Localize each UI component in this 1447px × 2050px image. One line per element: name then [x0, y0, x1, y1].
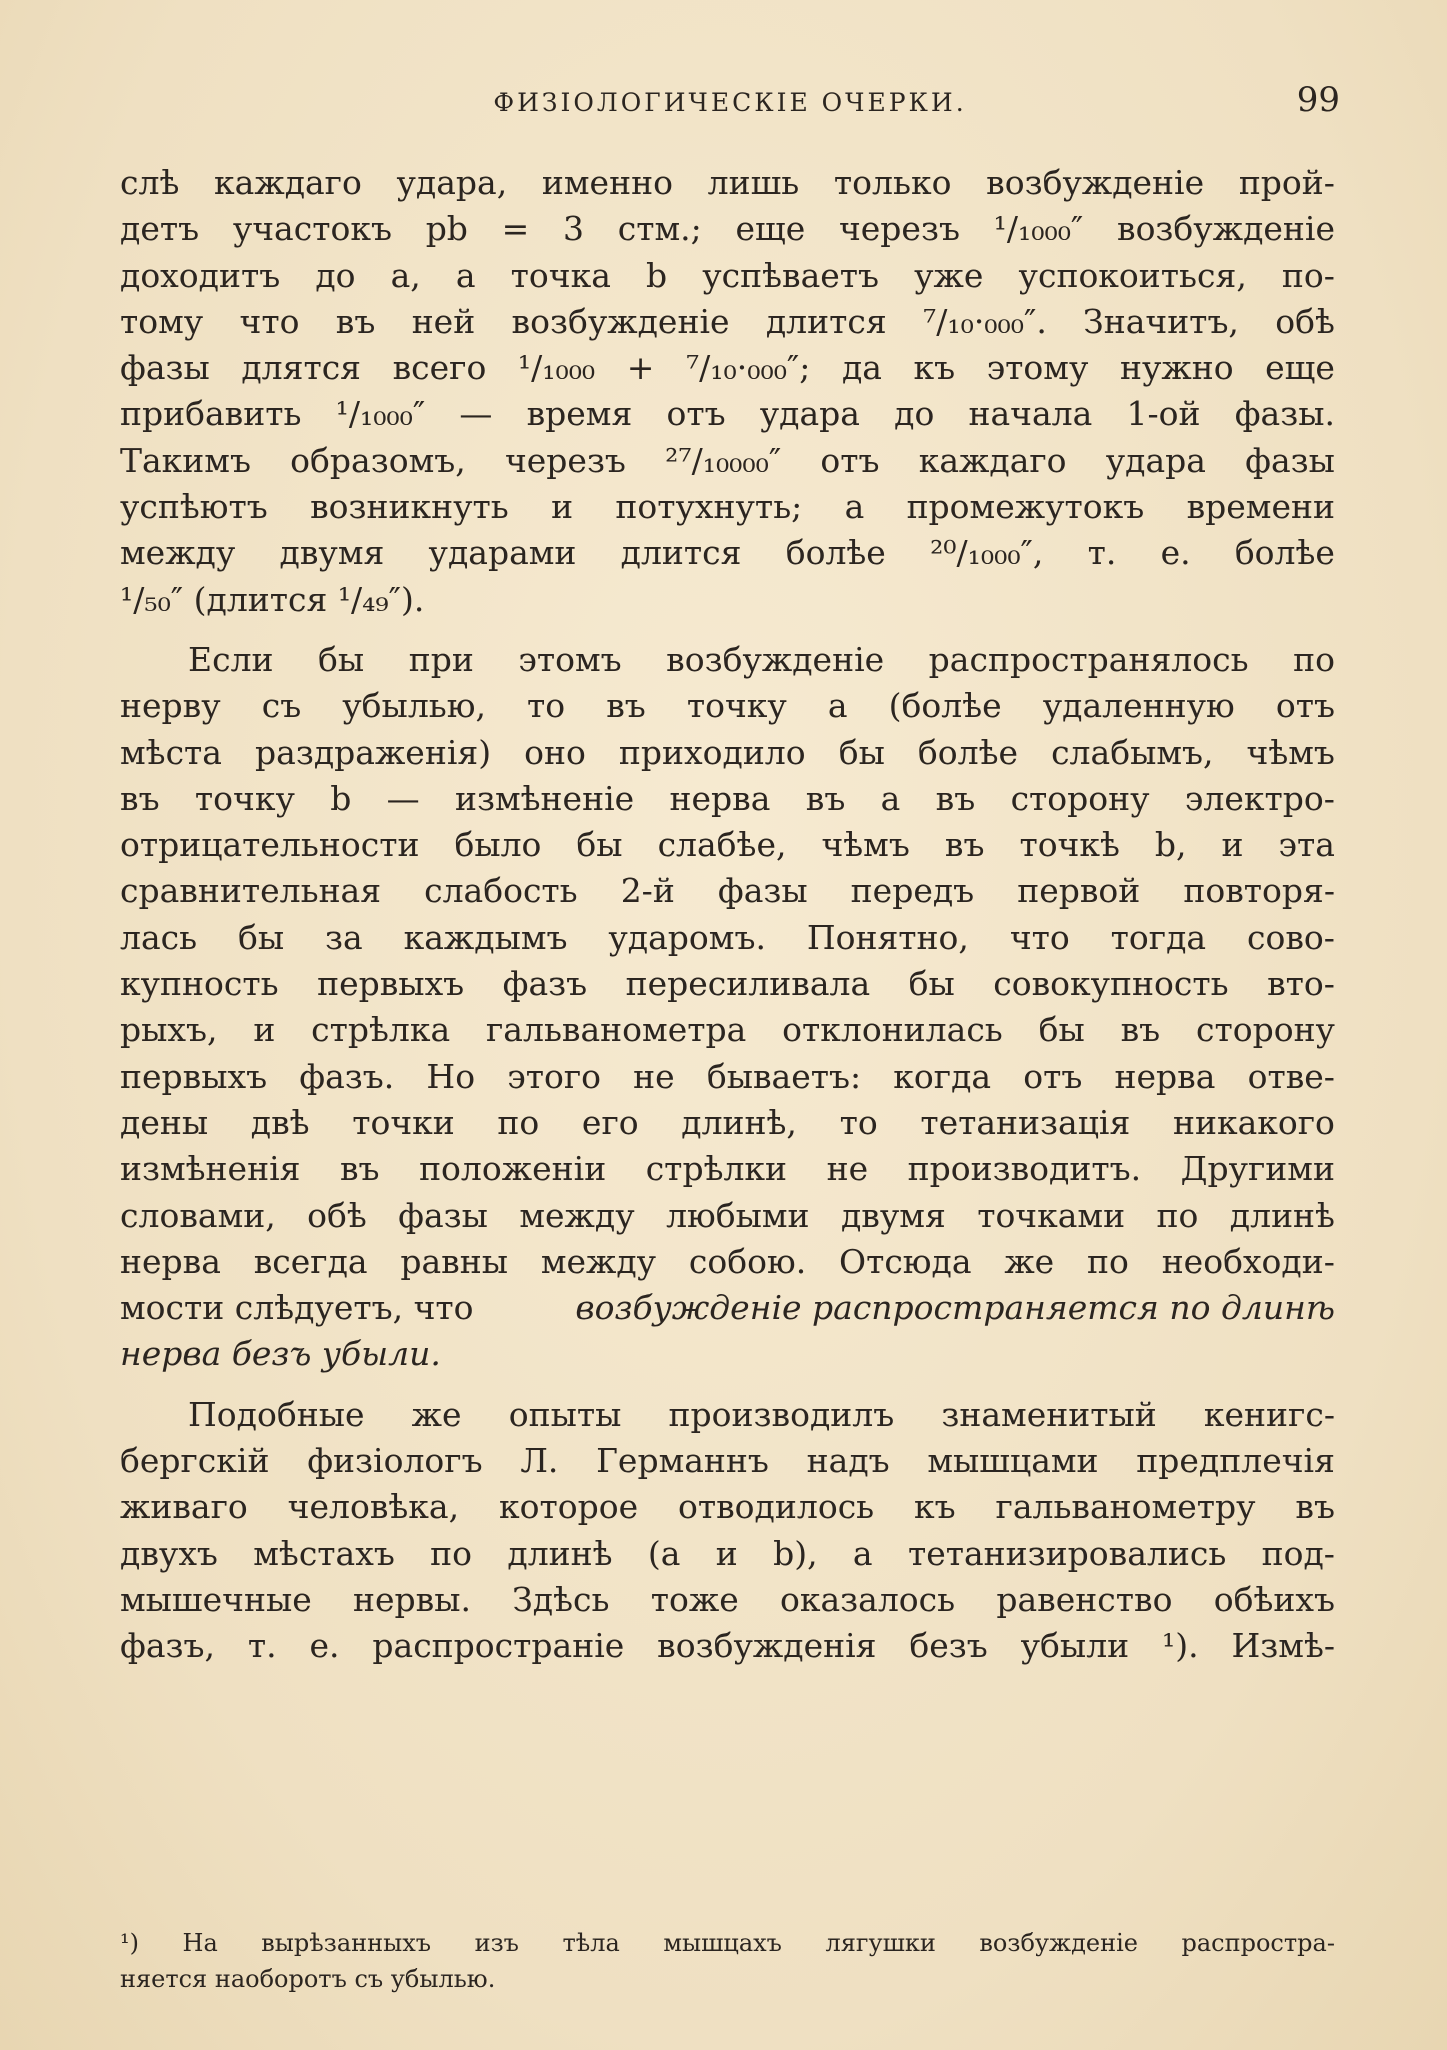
text-line: мышечные нервы. Здѣсь тоже оказалось равенство обѣихъ — [120, 1579, 1335, 1619]
text-line: дены двѣ точки по его длинѣ, то тетанизація никакого — [120, 1102, 1335, 1142]
text-line: купность первыхъ фазъ пересиливала бы совокупность вто- — [120, 964, 1335, 1004]
emphasis-text: нерва безъ убыли. — [120, 1334, 441, 1374]
text-line: тому что въ ней возбужденіе длится ⁷/₁₀·₀₀₀″. Значитъ, обѣ — [120, 301, 1335, 341]
text-line: прибавить ¹/₁₀₀₀″ — время отъ удара до начала 1-ой фазы. — [120, 394, 1335, 434]
text-line: рыхъ, и стрѣлка гальванометра отклонилась бы въ сторону — [120, 1010, 1335, 1050]
text-line: слѣ каждаго удара, именно лишь только возбужденіе прой- — [120, 163, 1335, 202]
text-line: Подобные же опыты производилъ знаменитый кенигс- — [188, 1394, 1335, 1434]
text-line: ¹/₅₀″ (длится ¹/₄₉″). — [120, 579, 425, 619]
text-line: въ точку b — измѣненіе нерва въ a въ сторону электро- — [120, 778, 1335, 818]
text-line — [120, 1331, 1335, 1377]
text-line: нерву съ убылью, то въ точку a (болѣе удаленную отъ — [120, 686, 1335, 726]
emphasis-text: возбужденіе распространяется по длинѣ — [575, 1288, 1335, 1328]
text-line: живаго человѣка, которое отводилось къ гальванометру въ — [120, 1487, 1335, 1527]
text-line: успѣютъ возникнуть и потухнуть; а промежутокъ времени — [120, 487, 1335, 527]
text-line: фазъ, т. е. распространіе возбужденія безъ убыли ¹). Измѣ- — [120, 1626, 1335, 1666]
text-line: измѣненія въ положеніи стрѣлки не производитъ. Другими — [120, 1149, 1335, 1189]
text-line: словами, обѣ фазы между любыми двумя точками по длинѣ — [120, 1195, 1335, 1235]
text-line: фазы длятся всего ¹/₁₀₀₀ + ⁷/₁₀·₀₀₀″; да къ этому нужно еще — [120, 348, 1335, 388]
body-text — [120, 160, 1335, 1670]
text-line: нерва всегда равны между собою. Отсюда же по необходи- — [120, 1241, 1335, 1281]
footnote-line: ¹) На вырѣзанныхъ изъ тѣла мышцахъ лягушки возбужденіе распростра- — [120, 1929, 1335, 1957]
running-head: ФИЗІОЛОГИЧЕСКІЕ ОЧЕРКИ. — [493, 88, 967, 117]
text-line: бергскій физіологъ Л. Германнъ надъ мышцами предплечія — [120, 1441, 1335, 1481]
text-line: отрицательности было бы слабѣе, чѣмъ въ точкѣ b, и эта — [120, 825, 1335, 865]
page-number: 99 — [1296, 80, 1340, 120]
text-line: первыхъ фазъ. Но этого не бываетъ: когда отъ нерва отве- — [120, 1056, 1335, 1096]
text-line: лась бы за каждымъ ударомъ. Понятно, что тогда сово- — [120, 917, 1335, 957]
text-line: двухъ мѣстахъ по длинѣ (a и b), а тетанизировались под- — [120, 1533, 1335, 1573]
text-line: сравнительная слабость 2-й фазы передъ первой повторя- — [120, 871, 1335, 911]
footnote — [120, 1925, 1335, 1997]
text-span: мости слѣдуетъ, что — [120, 1288, 474, 1328]
page-header — [120, 80, 1340, 130]
text-line: Если бы при этомъ возбужденіе распространялось по — [188, 639, 1335, 679]
text-line: мѣста раздраженія) оно приходило бы болѣе слабымъ, чѣмъ — [120, 732, 1335, 772]
text-line: Такимъ образомъ, черезъ ²⁷/₁₀₀₀₀″ отъ каждаго удара фазы — [120, 440, 1335, 480]
text-line: доходитъ до a, а точка b успѣваетъ уже успокоиться, по- — [120, 255, 1335, 295]
text-line: детъ участокъ pb = 3 стм.; еще черезъ ¹/₁₀₀₀″ возбужденіе — [120, 209, 1335, 249]
text-line: между двумя ударами длится болѣе ²⁰/₁₀₀₀″, т. е. болѣе — [120, 533, 1335, 573]
text-line-mixed — [120, 1285, 1335, 1331]
footnote-line: няется наоборотъ съ убылью. — [120, 1965, 496, 1993]
